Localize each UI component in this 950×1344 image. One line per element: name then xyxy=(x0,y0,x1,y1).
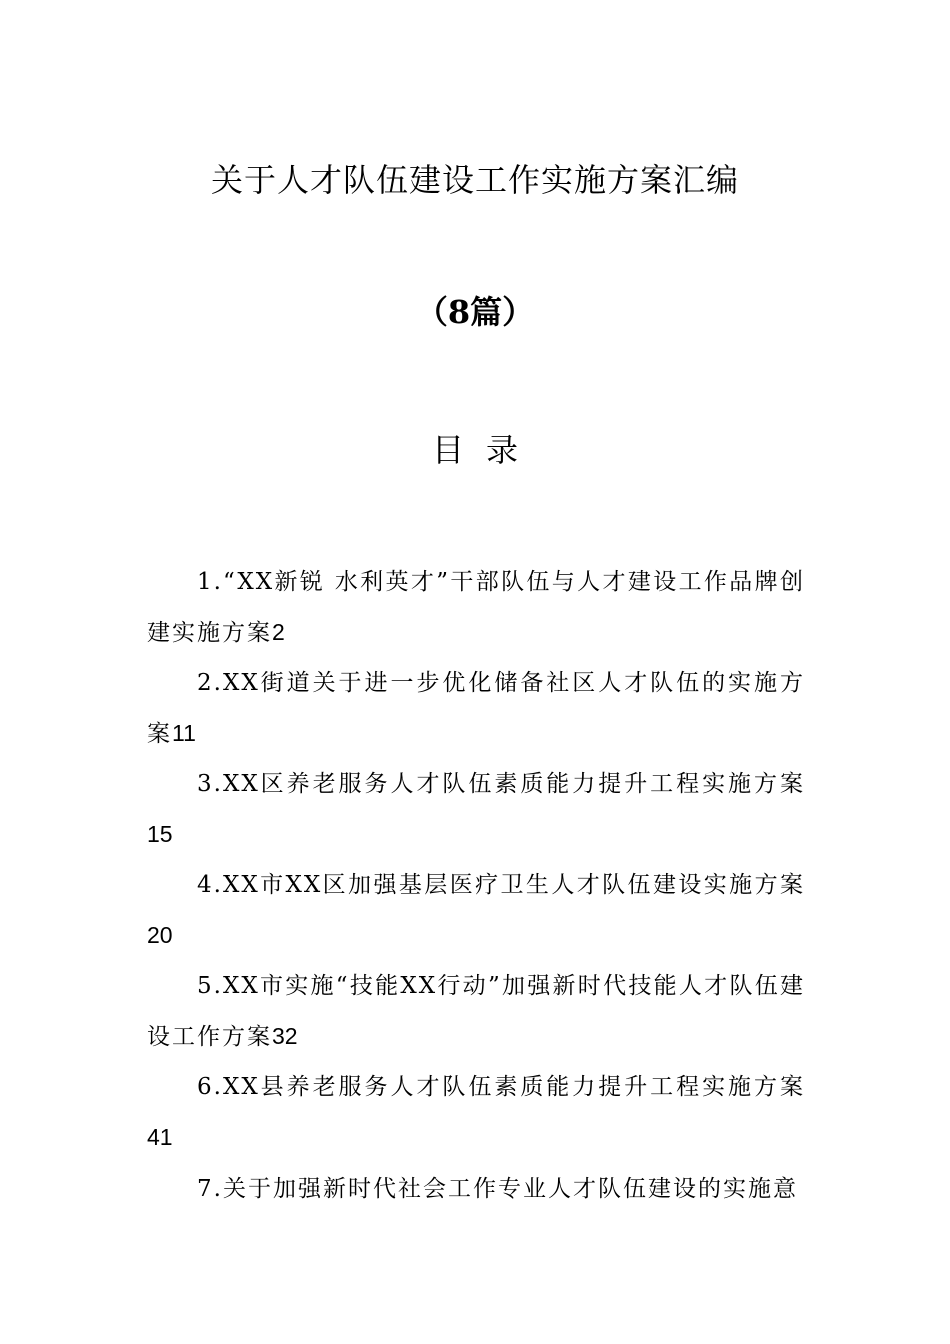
document-subtitle: （8篇） xyxy=(415,293,535,331)
table-of-contents xyxy=(147,557,805,1214)
toc-item-title: 6.XX县养老服务人才队伍素质能力提升工程实施方案 xyxy=(197,1074,805,1100)
toc-item[interactable] xyxy=(147,557,805,658)
toc-item[interactable] xyxy=(147,759,805,860)
toc-item-title: 7.关于加强新时代社会工作专业人才队伍建设的实施意 xyxy=(197,1176,798,1202)
toc-item[interactable] xyxy=(147,961,805,1062)
toc-item-title: 5.XX市实施“技能XX行动”加强新时代技能人才队伍建设工作方案 xyxy=(147,973,805,1050)
toc-item-title: 4.XX市XX区加强基层医疗卫生人才队伍建设实施方案 xyxy=(197,872,805,898)
toc-item-page: 11 xyxy=(172,720,196,746)
toc-item-title: 1.“XX新锐 水利英才”干部队伍与人才建设工作品牌创建实施方案 xyxy=(147,569,805,646)
toc-item-page: 15 xyxy=(147,821,173,847)
toc-item[interactable] xyxy=(147,1163,805,1214)
toc-item[interactable] xyxy=(147,658,805,759)
toc-item-page: 41 xyxy=(147,1124,173,1150)
document-title: 关于人才队伍建设工作实施方案汇编 xyxy=(210,161,739,199)
toc-item-page: 20 xyxy=(147,922,173,948)
toc-item-title: 3.XX区养老服务人才队伍素质能力提升工程实施方案 xyxy=(197,771,805,797)
toc-heading: 目录 xyxy=(431,431,540,469)
toc-item-page: 32 xyxy=(272,1023,298,1049)
toc-item-page: 2 xyxy=(272,619,285,645)
toc-item-title: 2.XX街道关于进一步优化储备社区人才队伍的实施方案 xyxy=(147,670,805,747)
toc-item[interactable] xyxy=(147,1062,805,1163)
toc-item[interactable] xyxy=(147,860,805,961)
